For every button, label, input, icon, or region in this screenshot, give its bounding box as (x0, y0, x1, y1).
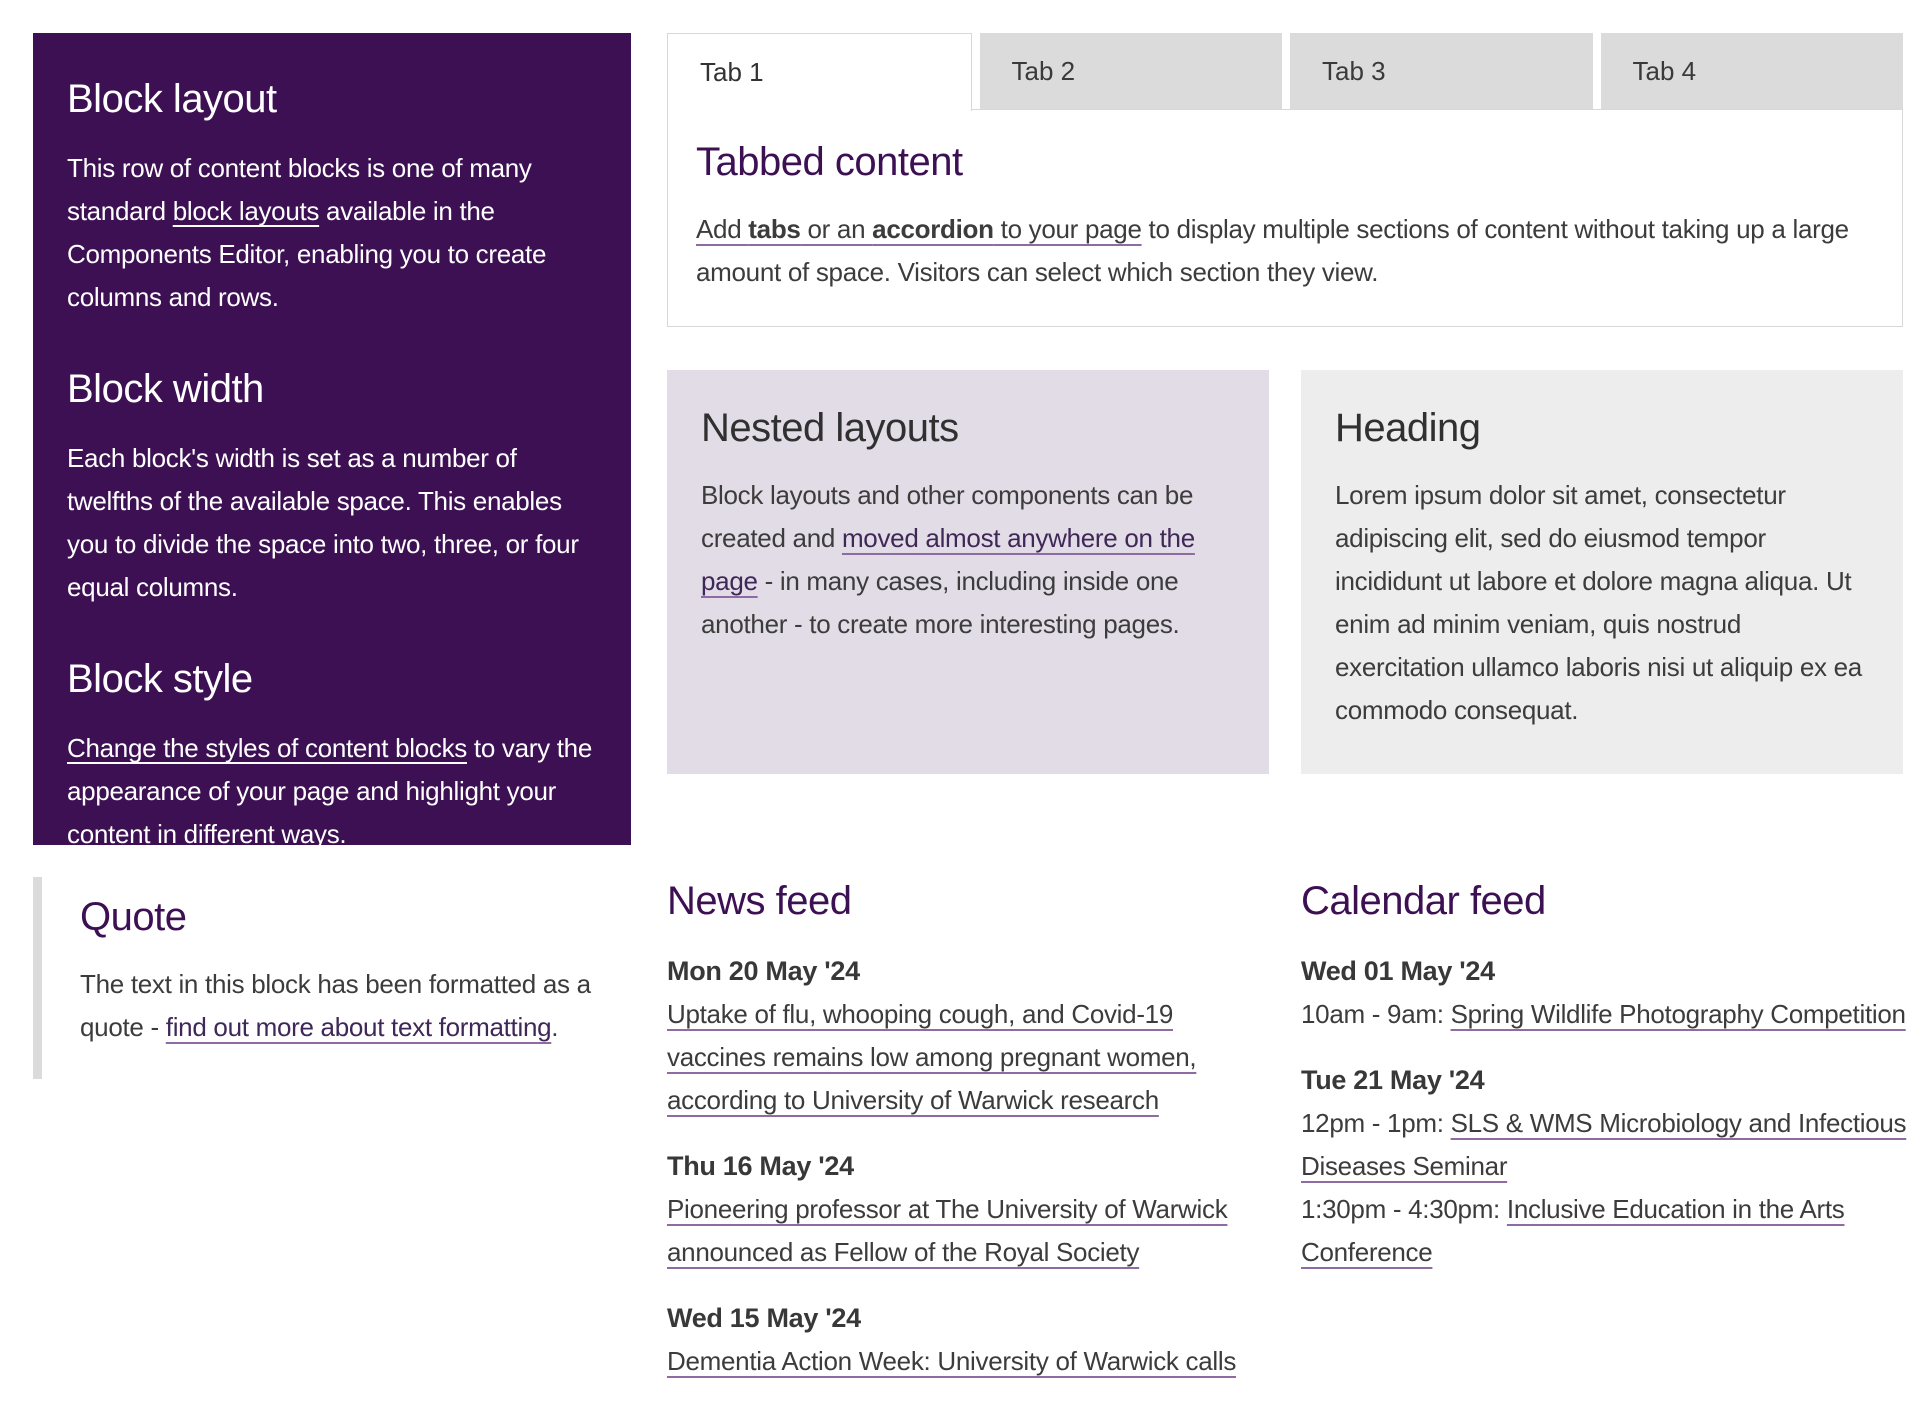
moved-anywhere-link[interactable]: moved almost anywhere on the page (701, 523, 1195, 596)
block-width-text: Each block's width is set as a number of twelfths of the available space. This enables you to divide the space into two, three, or four equal columns. (67, 443, 579, 602)
news-item (667, 951, 1277, 1122)
heading-block (1301, 370, 1903, 774)
quote-text-pre: The text in this block has been formatted as a quote - (80, 969, 591, 1042)
tabs-link-bold-tabs: tabs (748, 214, 801, 244)
tab-bar (667, 33, 1903, 109)
tabbed-content-heading: Tabbed content (696, 140, 963, 184)
block-style-text-post: to vary the appearance of your page and highlight your content in different ways. (67, 733, 592, 849)
calendar-feed (1301, 877, 1911, 1298)
change-styles-link[interactable]: Change the styles of content blocks (67, 733, 467, 763)
nested-layouts-heading: Nested layouts (701, 406, 959, 450)
calendar-event-link[interactable]: Spring Wildlife Photography Competition (1450, 999, 1906, 1029)
news-item-date: Mon 20 May '24 (667, 956, 860, 986)
news-item-date: Thu 16 May '24 (667, 1151, 854, 1181)
tabs-link-post: to your page (993, 214, 1142, 244)
news-item-link[interactable]: Dementia Action Week: University of Warwick calls (667, 1346, 1237, 1376)
block-layout-panel (33, 33, 631, 849)
calendar-event-time: 10am - 9am: (1301, 999, 1451, 1029)
nested-layouts-text-pre: Block layouts and other components can be created and (701, 480, 1194, 553)
tab-4[interactable]: Tab 4 (1601, 33, 1904, 109)
block-style-text (67, 727, 597, 856)
news-item-date: Wed 15 May '24 (667, 1303, 861, 1333)
calendar-event-time: 1:30pm - 4:30pm: (1301, 1194, 1507, 1224)
block-style-heading: Block style (67, 657, 253, 701)
news-item (667, 1146, 1277, 1274)
calendar-item (1301, 1060, 1911, 1274)
tab-3[interactable]: Tab 3 (1290, 33, 1593, 109)
calendar-event (1301, 993, 1911, 1036)
nested-layouts-text-post: - in many cases, including inside one another - to create more interesting pages. (701, 566, 1180, 639)
news-feed (667, 877, 1277, 1407)
quote-text (80, 963, 641, 1049)
news-feed-heading: News feed (667, 879, 852, 923)
quote-heading: Quote (80, 895, 187, 939)
block-width-heading: Block width (67, 367, 264, 411)
block-layout-text-post: available in the Components Editor, enabling you to create columns and rows. (67, 196, 547, 312)
heading-block-heading: Heading (1335, 406, 1481, 450)
quote-text-post: . (551, 1012, 559, 1042)
calendar-event (1301, 1102, 1911, 1188)
tabs-link-bold-accordion: accordion (872, 214, 994, 244)
tabbed-content-text-after: to display multiple sections of content without taking up a large amount of space. Visitors can select which section they view. (696, 214, 1849, 287)
block-layout-text (67, 147, 597, 319)
news-item (667, 1298, 1277, 1383)
tabbed-content-text (696, 208, 1874, 294)
quote-block (33, 877, 641, 1079)
calendar-event-link[interactable]: Inclusive Education in the Arts Conference (1301, 1194, 1845, 1267)
calendar-item-date: Tue 21 May '24 (1301, 1065, 1485, 1095)
calendar-item (1301, 951, 1911, 1036)
block-layouts-link[interactable]: block layouts (172, 196, 320, 226)
nested-layouts-block (667, 370, 1269, 774)
tabs-accordion-link[interactable] (696, 214, 1142, 244)
heading-block-text: Lorem ipsum dolor sit amet, consectetur adipiscing elit, sed do eiusmod tempor incididunt ut labore et dolore magna aliqua. Ut enim ad minim veniam, quis nostrud exercitation ullamco laboris nisi ut aliquip ex ea commodo consequat. (1335, 480, 1862, 725)
tab-2[interactable]: Tab 2 (980, 33, 1283, 109)
news-item-link[interactable]: Uptake of flu, whooping cough, and Covid-19 vaccines remains low among pregnant women, according to University of Warwick research (667, 999, 1197, 1115)
block-layout-text-pre: This row of content blocks is one of many standard (67, 153, 532, 226)
tab-1[interactable]: Tab 1 (667, 33, 972, 111)
calendar-event-link[interactable]: SLS & WMS Microbiology and Infectious Diseases Seminar (1301, 1108, 1907, 1181)
calendar-item-date: Wed 01 May '24 (1301, 956, 1495, 986)
news-item-link[interactable]: Pioneering professor at The University of Warwick announced as Fellow of the Royal Society (667, 1194, 1228, 1267)
text-formatting-link[interactable]: find out more about text formatting (165, 1012, 552, 1042)
calendar-event-time: 12pm - 1pm: (1301, 1108, 1451, 1138)
calendar-feed-heading: Calendar feed (1301, 879, 1546, 923)
nested-layouts-text (701, 474, 1235, 646)
block-layout-heading: Block layout (67, 77, 277, 121)
tab-panel (667, 109, 1903, 327)
tabs-link-pre: Add (696, 214, 749, 244)
tabs-link-mid: or an (800, 214, 873, 244)
calendar-event (1301, 1188, 1911, 1274)
